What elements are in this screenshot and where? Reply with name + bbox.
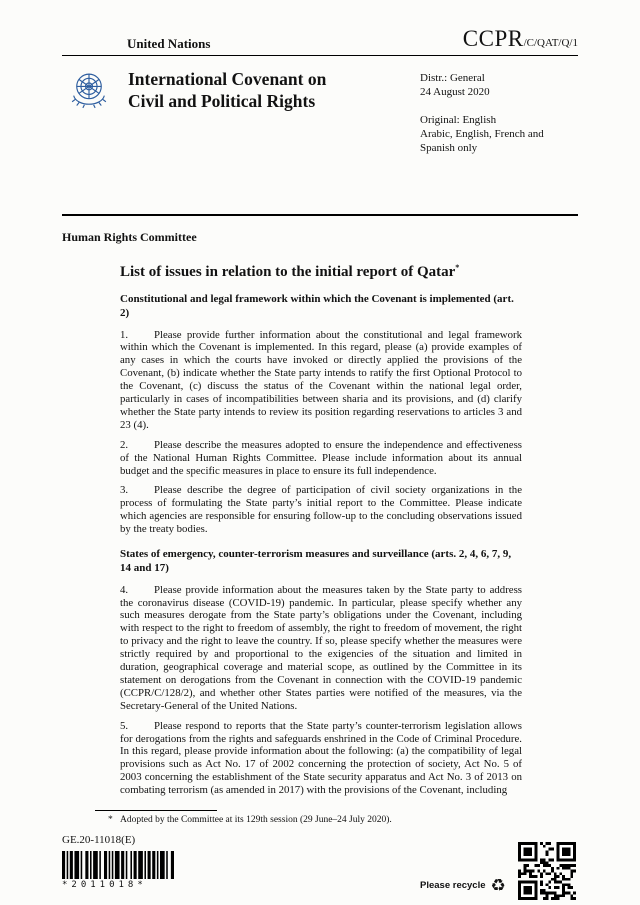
- paragraph-1: [120, 329, 522, 432]
- paragraph-2-number: 2.: [120, 438, 129, 451]
- document-date: 24 August 2020: [420, 86, 490, 99]
- masthead-divider: [62, 214, 578, 216]
- footnote-area: [62, 810, 492, 825]
- barcode-text: *2011018*: [62, 880, 147, 890]
- covenant-title-line2: Civil and Political Rights: [128, 91, 316, 112]
- paragraph-5: [120, 720, 522, 797]
- title-footnote-marker: *: [455, 263, 460, 272]
- qr-code: [518, 842, 576, 900]
- recycle-note: [420, 877, 506, 894]
- covenant-title: [128, 68, 390, 214]
- footnote-text: Adopted by the Committee at its 129th session (29 June–24 July 2020).: [120, 815, 392, 825]
- paragraph-3-number: 3.: [120, 484, 129, 497]
- footnote: [62, 815, 492, 825]
- paragraph-4-number: 4.: [120, 583, 129, 596]
- footnote-marker: *: [108, 815, 113, 825]
- document-title: [120, 263, 522, 281]
- un-emblem-icon: [66, 68, 112, 114]
- paragraph-5-number: 5.: [120, 719, 129, 732]
- barcode: [62, 851, 180, 890]
- paragraph-2-text: Please describe the measures adopted to ensure the independence and effectiveness of the National Human Rights Committee. Please include information about its annual budget and the specific measures in place to ensure its full independence.: [120, 438, 522, 477]
- recycle-icon: ♻: [490, 876, 506, 895]
- document-symbol-main: CCPR: [462, 26, 524, 51]
- paragraph-3: [120, 484, 522, 536]
- original-language: Original: English: [420, 113, 497, 126]
- org-name: United Nations: [127, 36, 211, 51]
- committee-name: Human Rights Committee: [62, 230, 197, 244]
- paragraph-1-text: Please provide further information about the constitutional and legal framework within which the Covenant is implemented. In this regard, please (a) provide examples of any cases in which the courts have invoked or directly applied the provisions of the Covenant, (b) indicate whether the State party intends to ratify the first Optional Protocol to the Covenant, (c) discuss the status of the Covenant within the national legal order, particularly in cases of incompatibilities between sharia and its provisions, and (d) clarify whether the State party intends to review its position regarding reservations to articles 3 and 23 (4).: [120, 328, 522, 431]
- paragraph-4-text: Please provide information about the measures taken by the State party to address the coronavirus disease (COVID-19) pandemic. In particular, please specify whether any such measures derogate from the State party’s obligations under the Covenant, including with respect to the right to freedom of assembly, the right to freedom of movement, the right to privacy and the right to leave the country. If so, please specify whether the measures were strictly required by and proportional to the exigencies of the situation and limited in duration, geographical coverage and material scope, as outlined by the Committee in its statement on derogations from the Covenant in connection with the COVID-19 pandemic (CCPR/C/128/2), and whether other States parties were notified of the measures, via the Secretary-General of the United Nations.: [120, 583, 522, 712]
- qr-code-graphic: [518, 842, 576, 900]
- ge-number: GE.20-11018(E): [62, 834, 136, 846]
- footnote-divider: [95, 810, 217, 811]
- distribution-type: Distr.: General: [420, 72, 485, 84]
- paragraph-2: [120, 439, 522, 478]
- publication-info: [420, 68, 578, 214]
- document-body: [120, 263, 522, 797]
- recycle-label: Please recycle: [420, 880, 486, 891]
- barcode-graphic: [62, 851, 174, 879]
- paragraph-1-number: 1.: [120, 328, 129, 341]
- document-symbol-suffix: /C/QAT/Q/1: [523, 37, 578, 49]
- page-header: [62, 26, 578, 56]
- document-title-text: List of issues in relation to the initial report of Qatar: [120, 264, 456, 280]
- available-languages: Arabic, English, French and Spanish only: [420, 127, 544, 155]
- section-heading-emergency: States of emergency, counter-terrorism measures and surveillance (arts. 2, 4, 6, 7, 9, 14 and 17): [120, 548, 512, 574]
- document-symbol: [463, 26, 578, 52]
- paragraph-4: [120, 584, 522, 713]
- masthead: [62, 56, 578, 214]
- paragraph-3-text: Please describe the degree of participation of civil society organizations in the process of formulating the State party’s initial report to the Committee. Please indicate which agencies are responsible for ensuring follow-up to the concluding observations issued by the treaty bodies.: [120, 484, 522, 536]
- section-heading-constitutional: Constitutional and legal framework within which the Covenant is implemented (art. 2): [120, 293, 514, 319]
- covenant-title-line1: International Covenant on: [128, 69, 327, 89]
- paragraph-5-text: Please respond to reports that the State party’s counter-terrorism legislation allows for derogations from the rights and safeguards enshrined in the Code of Criminal Procedure. In this regard, please provide information about the following: (a) the compatibility of legal provisions such as Act No. 17 of 2002 concerning the protection of society, Act No. 5 of 2003 concerning the establishment of the State security apparatus and Act No. 3 of 2013 on combating terrorism (as amended in 2017) with the provisions of the Covenant, including: [120, 719, 522, 797]
